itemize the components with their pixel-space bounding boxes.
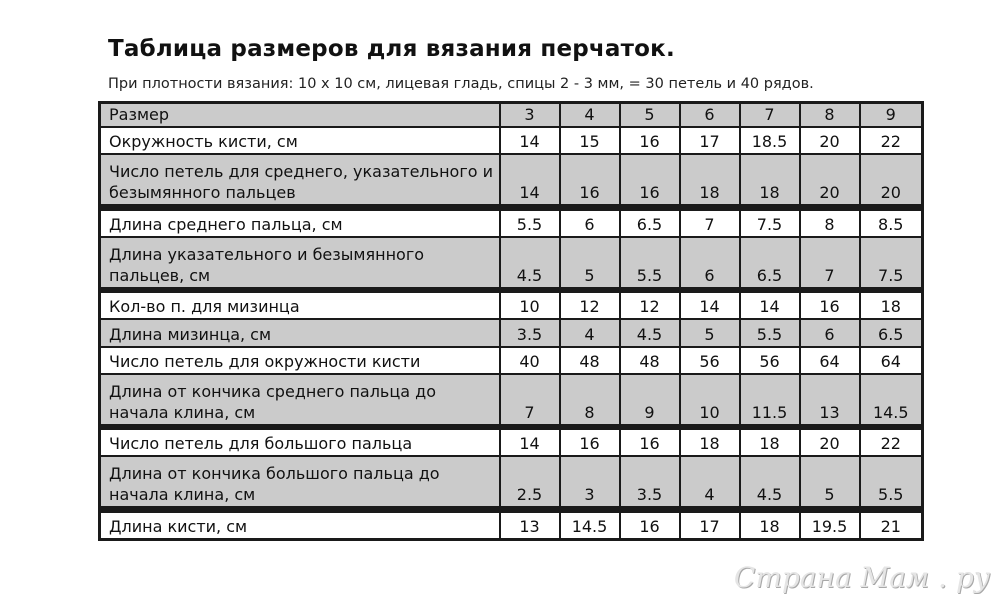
- row-label: Кол-во п. для мизинца: [100, 292, 500, 319]
- row-value-size-8: 13: [800, 374, 860, 425]
- row-value-size-7: 18.5: [740, 127, 800, 154]
- row-value-size-4: 14.5: [560, 512, 620, 540]
- table-row: [100, 292, 923, 319]
- row-value-size-6: 18: [680, 429, 740, 456]
- row-value-size-5: 16: [620, 512, 680, 540]
- row-label: Окружность кисти, см: [100, 127, 500, 154]
- row-value-size-4: 48: [560, 347, 620, 374]
- row-value-size-3: 4.5: [500, 237, 560, 288]
- row-label: Число петель для среднего, указательного и безымянного пальцев: [100, 154, 500, 205]
- row-value-size-8: 64: [800, 347, 860, 374]
- table-body: [100, 127, 923, 540]
- row-value-size-8: 5: [800, 456, 860, 507]
- row-value-size-9: 64: [860, 347, 923, 374]
- table-row: [100, 429, 923, 456]
- row-value-size-4: 12: [560, 292, 620, 319]
- table-row: [100, 512, 923, 540]
- row-value-size-4: 4: [560, 319, 620, 346]
- table-row: [100, 127, 923, 154]
- row-value-size-5: 4.5: [620, 319, 680, 346]
- row-label: Число петель для окружности кисти: [100, 347, 500, 374]
- row-label: Длина от кончика большого пальца до начала клина, см: [100, 456, 500, 507]
- row-value-size-7: 6.5: [740, 237, 800, 288]
- row-value-size-6: 5: [680, 319, 740, 346]
- table-header-row: [100, 103, 923, 128]
- row-value-size-5: 16: [620, 127, 680, 154]
- header-size-6: 6: [680, 103, 740, 128]
- header-size-3: 3: [500, 103, 560, 128]
- row-value-size-9: 22: [860, 127, 923, 154]
- row-label: Длина мизинца, см: [100, 319, 500, 346]
- row-value-size-8: 19.5: [800, 512, 860, 540]
- row-value-size-3: 14: [500, 127, 560, 154]
- row-value-size-7: 56: [740, 347, 800, 374]
- row-value-size-6: 18: [680, 154, 740, 205]
- row-value-size-5: 3.5: [620, 456, 680, 507]
- site-watermark: Страна Мам . ру: [733, 561, 990, 594]
- row-value-size-6: 14: [680, 292, 740, 319]
- row-value-size-8: 20: [800, 429, 860, 456]
- row-value-size-8: 7: [800, 237, 860, 288]
- row-value-size-9: 7.5: [860, 237, 923, 288]
- row-value-size-6: 17: [680, 512, 740, 540]
- header-size-8: 8: [800, 103, 860, 128]
- row-value-size-7: 11.5: [740, 374, 800, 425]
- row-value-size-9: 5.5: [860, 456, 923, 507]
- row-value-size-6: 10: [680, 374, 740, 425]
- row-value-size-4: 5: [560, 237, 620, 288]
- page-title: Таблица размеров для вязания перчаток.: [108, 36, 675, 62]
- row-value-size-8: 20: [800, 154, 860, 205]
- row-value-size-8: 16: [800, 292, 860, 319]
- row-value-size-9: 8.5: [860, 210, 923, 237]
- row-value-size-6: 17: [680, 127, 740, 154]
- row-value-size-7: 7.5: [740, 210, 800, 237]
- row-value-size-9: 21: [860, 512, 923, 540]
- row-value-size-8: 6: [800, 319, 860, 346]
- glove-size-table: [98, 101, 924, 541]
- row-value-size-7: 18: [740, 512, 800, 540]
- row-value-size-6: 7: [680, 210, 740, 237]
- row-value-size-3: 14: [500, 429, 560, 456]
- row-value-size-5: 6.5: [620, 210, 680, 237]
- row-value-size-9: 14.5: [860, 374, 923, 425]
- row-value-size-5: 12: [620, 292, 680, 319]
- row-value-size-4: 6: [560, 210, 620, 237]
- header-size-5: 5: [620, 103, 680, 128]
- row-value-size-7: 5.5: [740, 319, 800, 346]
- row-label: Длина указательного и безымянного пальцев, см: [100, 237, 500, 288]
- table-row: [100, 319, 923, 346]
- row-value-size-6: 6: [680, 237, 740, 288]
- row-value-size-5: 48: [620, 347, 680, 374]
- row-value-size-3: 10: [500, 292, 560, 319]
- table-row: [100, 374, 923, 425]
- row-value-size-7: 18: [740, 154, 800, 205]
- row-value-size-5: 16: [620, 154, 680, 205]
- header-size-4: 4: [560, 103, 620, 128]
- row-value-size-9: 20: [860, 154, 923, 205]
- row-value-size-9: 6.5: [860, 319, 923, 346]
- row-value-size-3: 5.5: [500, 210, 560, 237]
- row-label: Число петель для большого пальца: [100, 429, 500, 456]
- table-header: [100, 103, 923, 128]
- row-value-size-7: 14: [740, 292, 800, 319]
- gauge-subtitle: При плотности вязания: 10 х 10 см, лицевая гладь, спицы 2 - 3 мм, = 30 петель и 40 рядов.: [108, 76, 814, 92]
- row-value-size-4: 8: [560, 374, 620, 425]
- row-value-size-4: 3: [560, 456, 620, 507]
- row-value-size-5: 16: [620, 429, 680, 456]
- row-value-size-7: 4.5: [740, 456, 800, 507]
- row-value-size-3: 13: [500, 512, 560, 540]
- table-row: [100, 237, 923, 288]
- header-size-label: Размер: [100, 103, 500, 128]
- row-value-size-6: 56: [680, 347, 740, 374]
- row-value-size-3: 40: [500, 347, 560, 374]
- row-value-size-5: 9: [620, 374, 680, 425]
- row-value-size-3: 3.5: [500, 319, 560, 346]
- row-value-size-5: 5.5: [620, 237, 680, 288]
- table-row: [100, 210, 923, 237]
- row-value-size-6: 4: [680, 456, 740, 507]
- table-row: [100, 154, 923, 205]
- row-value-size-3: 7: [500, 374, 560, 425]
- table-row: [100, 456, 923, 507]
- row-value-size-4: 16: [560, 154, 620, 205]
- row-value-size-9: 18: [860, 292, 923, 319]
- row-value-size-4: 16: [560, 429, 620, 456]
- row-value-size-7: 18: [740, 429, 800, 456]
- header-size-9: 9: [860, 103, 923, 128]
- row-value-size-3: 14: [500, 154, 560, 205]
- row-value-size-8: 8: [800, 210, 860, 237]
- header-size-7: 7: [740, 103, 800, 128]
- row-value-size-3: 2.5: [500, 456, 560, 507]
- row-value-size-9: 22: [860, 429, 923, 456]
- row-label: Длина среднего пальца, см: [100, 210, 500, 237]
- row-value-size-4: 15: [560, 127, 620, 154]
- row-label: Длина от кончика среднего пальца до начала клина, см: [100, 374, 500, 425]
- row-label: Длина кисти, см: [100, 512, 500, 540]
- table-row: [100, 347, 923, 374]
- row-value-size-8: 20: [800, 127, 860, 154]
